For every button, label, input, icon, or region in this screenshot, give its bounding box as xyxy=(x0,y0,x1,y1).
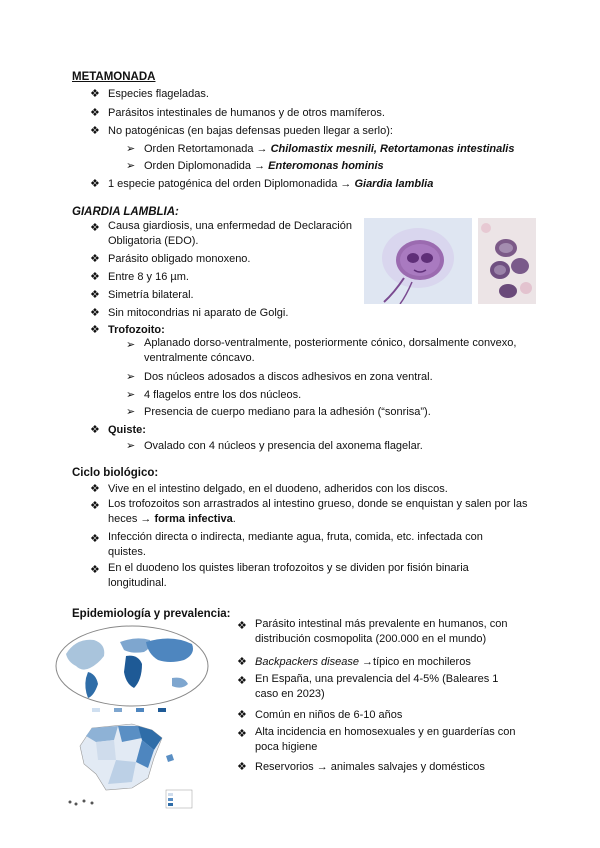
metamonada-sub-2: Orden Diplomonadida → Enteromonas hominis xyxy=(144,160,384,172)
bullet-diamond-icon: ❖ xyxy=(237,709,247,721)
bullet-diamond-icon: ❖ xyxy=(237,728,247,740)
bullet-diamond-icon: ❖ xyxy=(237,620,247,632)
ciclo-bullet-4: En el duodeno los quistes liberan trofozoitos y se dividen por fisión binaria longitudinal. xyxy=(108,562,469,589)
giardia-bullet-2: Parásito obligado monoxeno. xyxy=(108,253,251,265)
bullet-diamond-icon: ❖ xyxy=(90,500,100,512)
giardia-bullet-4: Simetría bilateral. xyxy=(108,289,194,301)
ciclo-bullet-2: Los trofozoitos son arrastrados al intestino grueso, donde se enquistan y salen por las heces → forma infectiva. xyxy=(108,498,528,525)
ciclo-bullet-1: Vive en el intestino delgado, en el duodeno, adheridos con los discos. xyxy=(108,483,448,495)
bullet-diamond-icon: ❖ xyxy=(90,533,100,545)
trofozoito-item-2: Dos núcleos adosados a discos adhesivos en zona ventral. xyxy=(144,371,433,383)
bullet-arrow-icon: ➢ xyxy=(126,389,136,401)
bullet-arrow-icon: ➢ xyxy=(126,371,136,383)
bullet-diamond-icon: ❖ xyxy=(237,675,247,687)
trofozoito-item-1: Aplanado dorso-ventralmente, posteriormente cónico, dorsalmente convexo, ventralmente cóncavo. xyxy=(144,337,517,364)
bullet-arrow-icon: ➢ xyxy=(126,160,136,172)
bullet-diamond-icon: ❖ xyxy=(90,324,100,336)
quiste-item-1: Ovalado con 4 núcleos y presencia del axonema flagelar. xyxy=(144,440,423,452)
epidemio-bullet-4: Común en niños de 6-10 años xyxy=(255,709,403,721)
cyst-micrograph xyxy=(478,218,536,304)
metamonada-bullet-2: Parásitos intestinales de humanos y de otros mamíferos. xyxy=(108,107,385,119)
bullet-arrow-icon: ➢ xyxy=(126,339,136,351)
epidemio-bullet-3: En España, una prevalencia del 4-5% (Baleares 1 caso en 2023) xyxy=(255,673,499,700)
metamonada-bullet-1: Especies flageladas. xyxy=(108,88,209,100)
bullet-diamond-icon: ❖ xyxy=(90,564,100,576)
epidemio-bullet-2: Backpackers disease →típico en mochileros xyxy=(255,656,471,668)
bullet-diamond-icon: ❖ xyxy=(90,107,100,119)
ciclo-bullet-3: Infección directa o indirecta, mediante agua, fruta, comida, etc. infectada con quistes. xyxy=(108,531,483,558)
giardia-bullet-3: Entre 8 y 16 µm. xyxy=(108,271,189,283)
bullet-diamond-icon: ❖ xyxy=(90,253,100,265)
epidemio-bullet-1: Parásito intestinal más prevalente en humanos, con distribución cosmopolita (200.000 en el mundo) xyxy=(255,618,508,645)
bullet-diamond-icon: ❖ xyxy=(90,289,100,301)
spain-prevalence-map xyxy=(62,718,196,810)
metamonada-sub-1: Orden Retortamonada → Chilomastix mesnili, Retortamonas intestinalis xyxy=(144,143,515,155)
giardia-bullet-5: Sin mitocondrias ni aparato de Golgi. xyxy=(108,307,289,319)
bullet-diamond-icon: ❖ xyxy=(90,424,100,436)
world-prevalence-map xyxy=(54,624,210,716)
trofozoito-label: Trofozoito: xyxy=(108,324,165,336)
metamonada-bullet-4: 1 especie patogénica del orden Diplomonadida → Giardia lamblia xyxy=(108,178,434,190)
trophozoite-micrograph xyxy=(364,218,472,304)
epidemio-bullet-6: Reservorios → animales salvajes y domésticos xyxy=(255,761,485,773)
giardia-bullet-1: Causa giardiosis, una enfermedad de Declaración Obligatoria (EDO). xyxy=(108,220,352,247)
bullet-diamond-icon: ❖ xyxy=(90,88,100,100)
trofozoito-item-3: 4 flagelos entre los dos núcleos. xyxy=(144,389,302,401)
bullet-diamond-icon: ❖ xyxy=(237,761,247,773)
bullet-arrow-icon: ➢ xyxy=(126,406,136,418)
bullet-diamond-icon: ❖ xyxy=(90,483,100,495)
epidemio-bullet-5: Alta incidencia en homosexuales y en guarderías con poca higiene xyxy=(255,726,516,753)
bullet-diamond-icon: ❖ xyxy=(90,178,100,190)
section-title-giardia: GIARDIA LAMBLIA: xyxy=(72,206,179,218)
bullet-diamond-icon: ❖ xyxy=(90,222,100,234)
section-title-ciclo: Ciclo biológico: xyxy=(72,467,159,479)
bullet-diamond-icon: ❖ xyxy=(237,656,247,668)
bullet-diamond-icon: ❖ xyxy=(90,271,100,283)
bullet-diamond-icon: ❖ xyxy=(90,307,100,319)
trofozoito-item-4: Presencia de cuerpo mediano para la adhesión (“sonrisa”). xyxy=(144,406,431,418)
quiste-label: Quiste: xyxy=(108,424,146,436)
bullet-arrow-icon: ➢ xyxy=(126,143,136,155)
bullet-diamond-icon: ❖ xyxy=(90,125,100,137)
bullet-arrow-icon: ➢ xyxy=(126,440,136,452)
section-title-epidemiologia: Epidemiología y prevalencia: xyxy=(72,608,231,620)
metamonada-bullet-3: No patogénicas (en bajas defensas pueden llegar a serlo): xyxy=(108,125,393,137)
section-title-metamonada: METAMONADA xyxy=(72,71,156,83)
